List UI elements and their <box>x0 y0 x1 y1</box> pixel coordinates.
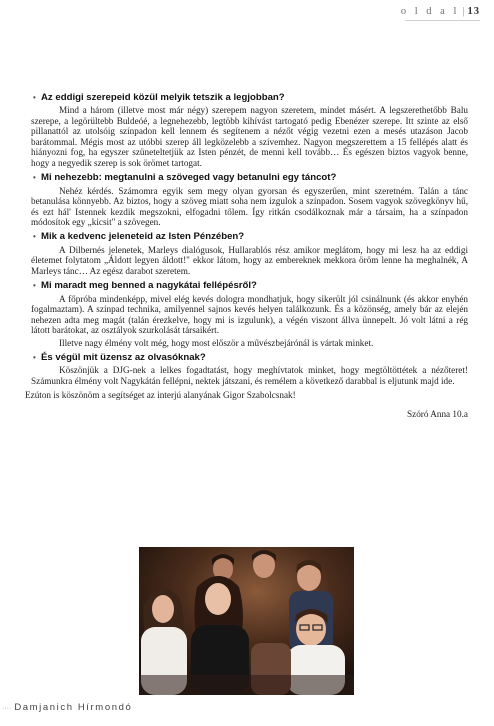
answer-paragraph: A főpróba mindenképp, mivel elég kevés dologra mondhatjuk, hogy sikerült jól csinálnunk (és akkor enyhén fogalmaztam). A színpad technika, amilyennel sajnos kevés helyen találkozunk. És a közönség, amely bár az elején nehezen adta meg magát (talán érezkelve, hogy mi is izgulunk), a végén viszont állva ünnepelt. Jó volt látni a rég látott barátokat, az osztályok szurkolását társaikért. <box>31 293 468 336</box>
question-heading: • Mi nehezebb: megtanulni a szöveged vagy betanulni egy táncot? <box>41 173 468 183</box>
publication-name: Damjanich Hírmondó <box>14 702 133 713</box>
group-photo <box>139 547 354 695</box>
answer-paragraph: Illetve nagy élmény volt még, hogy most először a művészbejárónál is vártak minket. <box>59 337 374 348</box>
closing-line: Ezúton is köszönöm a segítséget az interjú alanyának Gigor Szabolcsnak! <box>25 390 296 401</box>
header-rule <box>405 20 480 21</box>
answer-paragraph: Köszönjük a DJG-nek a lelkes fogadtatást, hogy meghívtatok minket, hogy megtöltöttétek a nézőteret! Számunkra élmény volt Nagykátán fellépni, nektek játszani, és remélem a következő darabbal is eljutunk majd ide. <box>31 365 468 386</box>
header-separator: | <box>462 6 465 17</box>
page-number: 13 <box>467 6 480 17</box>
group-photo-image <box>139 547 354 695</box>
footer-dots: ···· <box>2 705 12 712</box>
publication-footer <box>2 702 132 713</box>
question-heading: • És végül mit üzensz az olvasóknak? <box>41 353 468 363</box>
section-label: o l d a l <box>400 6 460 17</box>
author-signature: Szóró Anna 10.a <box>407 408 468 419</box>
question-heading: • Az eddigi szerepeid közül melyik tetszik a legjobban? <box>41 93 468 103</box>
question-heading: • Mik a kedvenc jeleneteid az Isten Pénzében? <box>41 232 468 242</box>
answer-paragraph: Mind a három (illetve most már négy) szerepem nagyon szeretem, mindet másért. A legszerethetőbb Balu szerepe, a legörültebb Buldeóé, a legnehezebb, legtöbb kihívást tartogató pedig Ebenézer szerepe. Itt szinte az első pillanattól az utolsóig színpadon kell lennem és segítenem a nézőt végig vezetni ezen a mesés utazáson Jacob barátommal. Mégis most az utóbbi szerep áll legközelebb a szívemhez. Nagyon megszerettem a 15 fellépés alatt és hiányozni fog, ha egyszer szüneteltetjük az Isten pénzét, de menni kell tovább… És egészen biztos vagyok benne, hogy a negyedik szerep is sok örömet tartogat. <box>31 105 468 168</box>
page-header <box>401 6 480 17</box>
article-body <box>25 92 468 419</box>
answer-paragraph: Nehéz kérdés. Számomra egyik sem megy olyan gyorsan és egyszerűen, mint szeretném. Talán a tánc betanulása könnyebb. Az biztos, hogy a szöveg miatt soha nem izgulok a színpadon. Sosem vagyok szövegkönyv hű, és ezt hál' Istennek kezdik megszokni, elfogadni tőlem. Így ritkán csodálkoznak már a társaim, ha a színpadon módosítok egy „kicsit" a szövegen. <box>31 185 468 227</box>
answer-paragraph: A Dilbernés jelenetek, Marleys dialógusok, Hullarablós rész amikor meglátom, hogy mi lesz ha az eddigi életemet folytatom „Áldott legyen áldott!" ekkor látom, hogy az embereknek mekkora öröm lenne ha meghalnék, A Marleys tánc… Az egész darabot szeretem. <box>31 244 468 276</box>
question-heading: • Mi maradt meg benned a nagykátai fellépésről? <box>41 281 468 291</box>
